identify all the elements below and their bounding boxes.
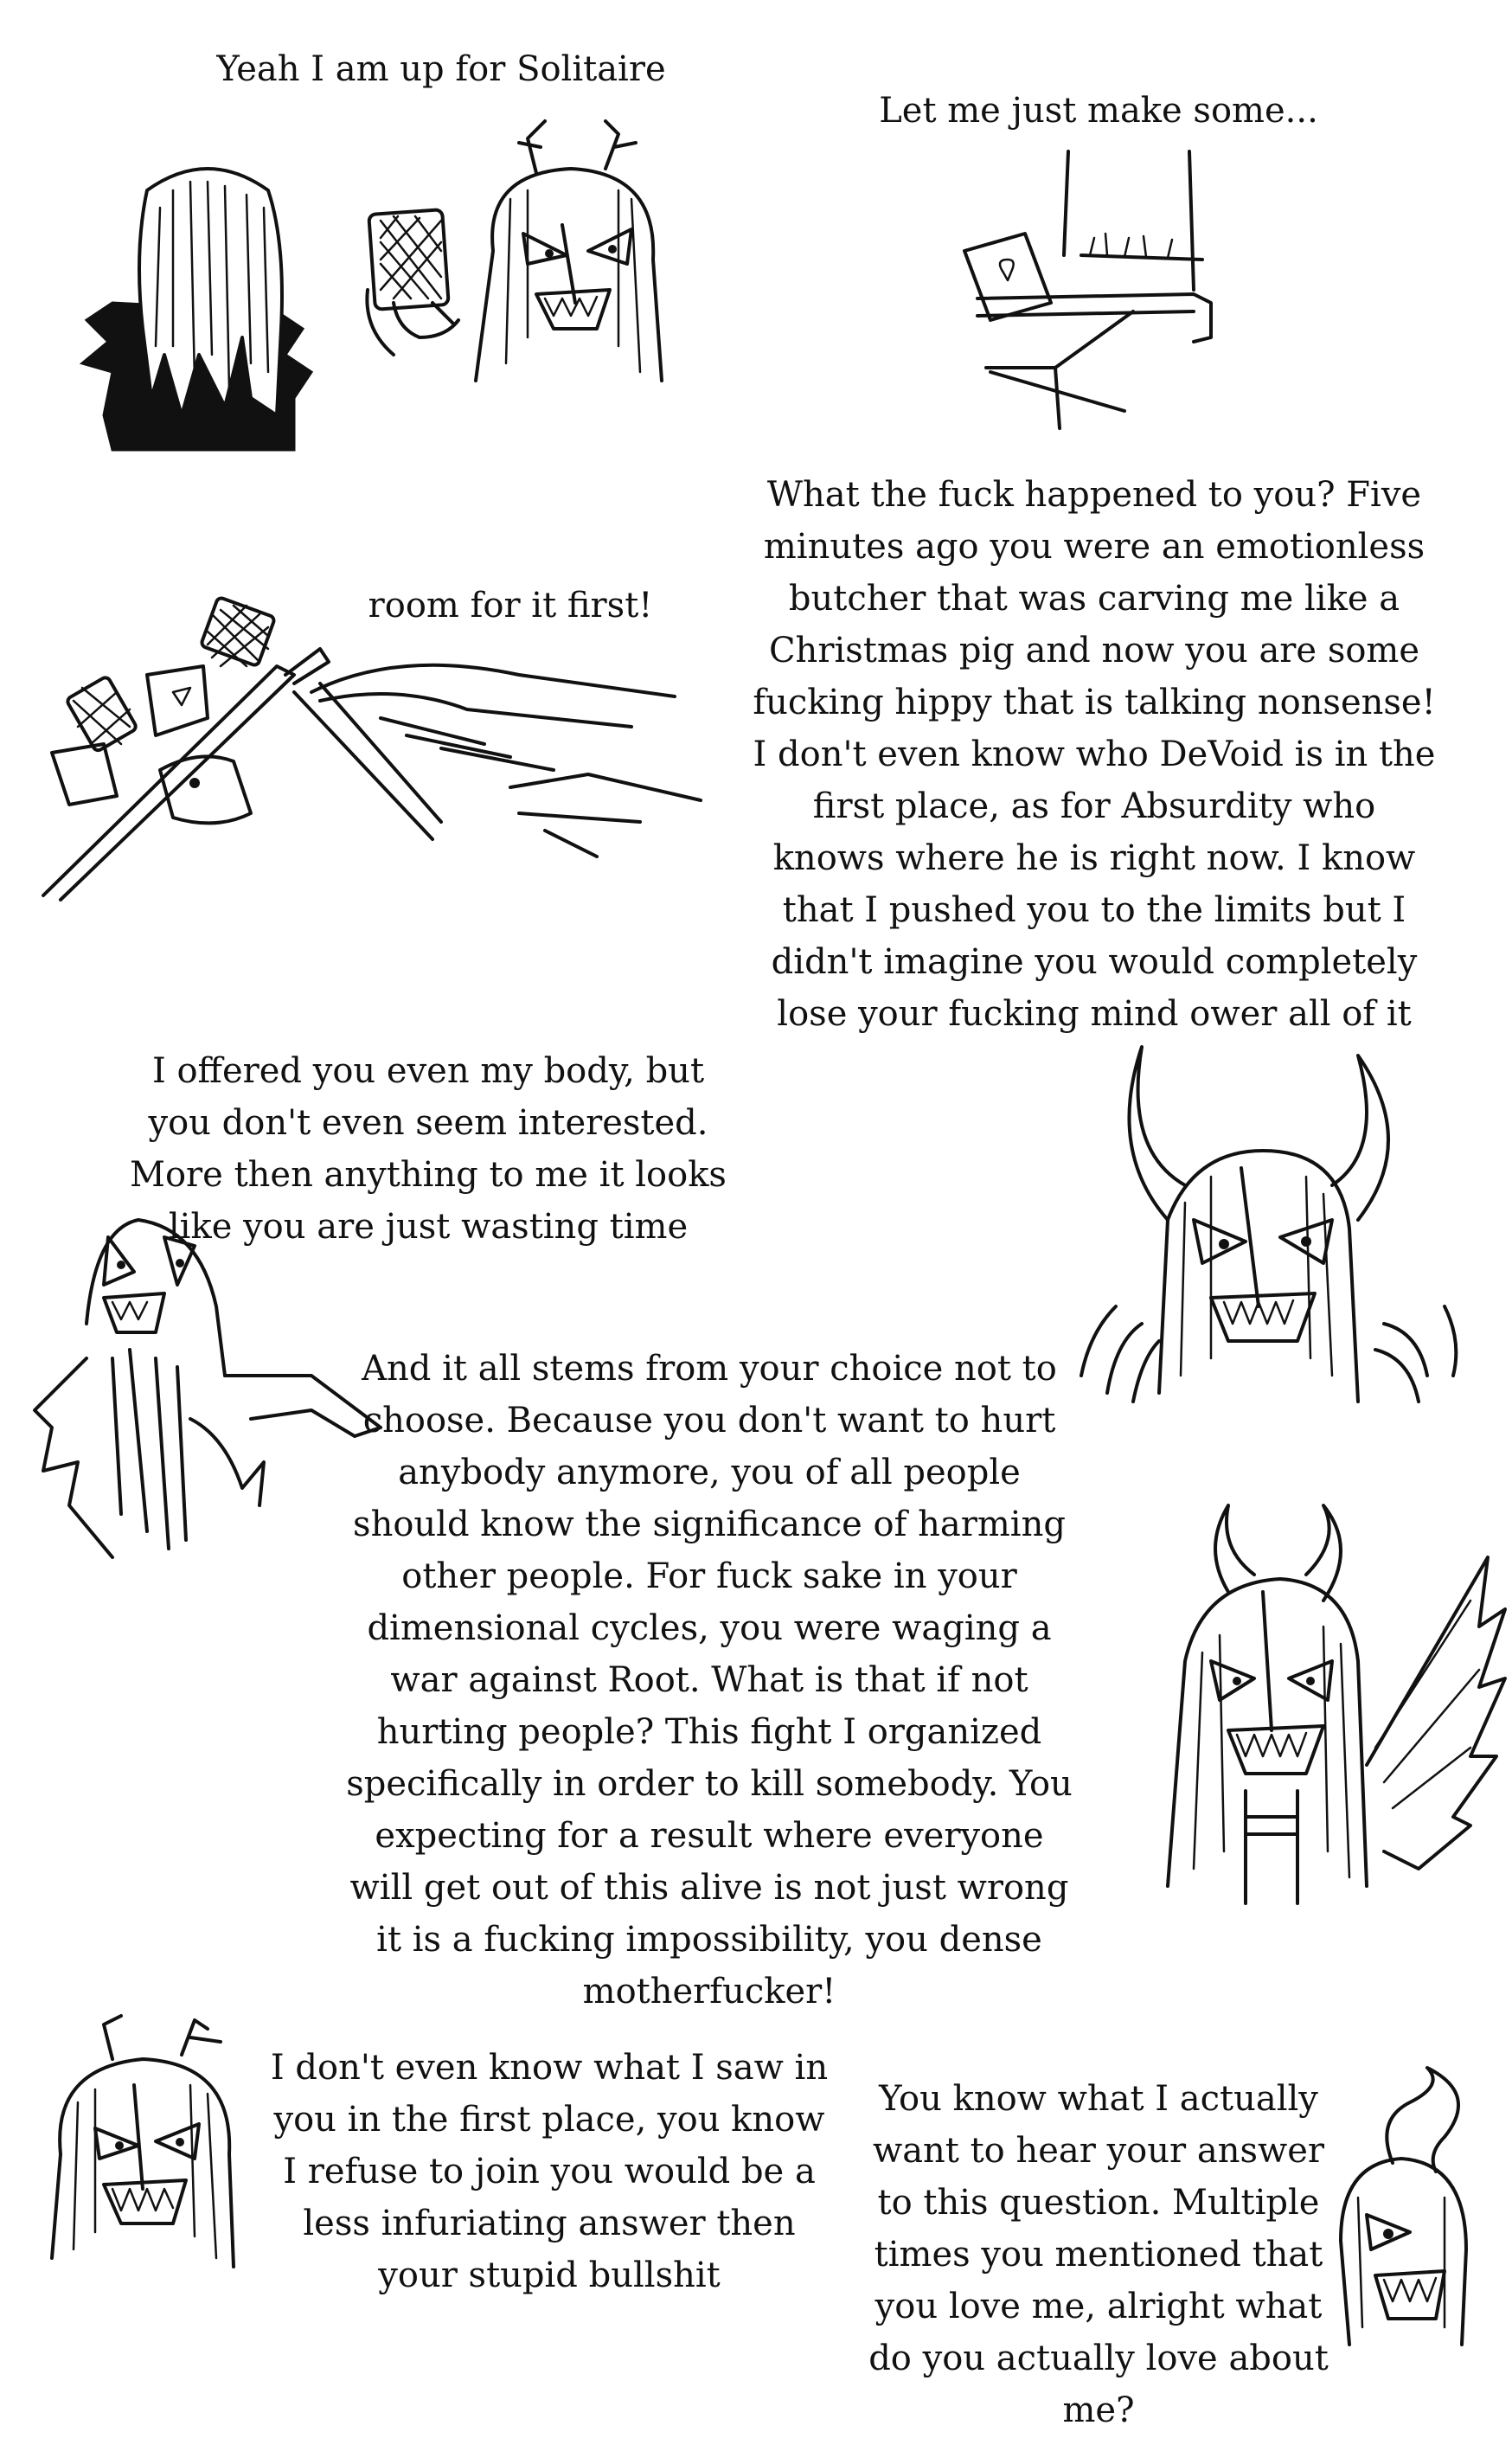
speech-what-i-saw: I don't even know what I saw in you in the first place, you know I refuse to join you would be a less infuriating answer then your stupid bullshit — [270, 2048, 829, 2295]
speech-choice-not-to-choose: And it all stems from your choice not to choose. Because you don't want to hurt anybody anymore, you of all people should know the significance of harming other people. For fuck sake in your dimensional cycles, you were waging a war against Root. What is that if not hurting people? This fight I organized specifically in order to kill somebody. You expecting for a result where everyone will get out of this alive is not just wrong it is a fucking impossibility, you dense motherfucker! — [346, 1349, 1073, 2012]
card-in-hand-drawing — [359, 208, 471, 363]
cloaked-figure-drawing — [78, 156, 337, 459]
single-horn-face — [1315, 2068, 1488, 2353]
card-on-table-drawing — [951, 151, 1254, 428]
horned-face-small — [35, 2016, 251, 2275]
speech-offered-body: I offered you even my body, but you don't even seem interested. More then anything to me it looks like you are just wasting time — [130, 1051, 727, 1247]
caption-make-some: Let me just make some... — [879, 91, 1318, 131]
hooded-pointing-figure — [26, 1203, 389, 1566]
caption-room-for-it: room for it first! — [368, 586, 653, 626]
horned-clawed-figure — [1073, 1047, 1470, 1428]
caption-solitaire: Yeah I am up for Solitaire — [216, 49, 666, 89]
winged-horned-figure — [1107, 1505, 1505, 1955]
horned-face-drawing — [458, 121, 683, 398]
speech-what-happened: What the fuck happened to you? Five minutes ago you were an emotionless butcher that was carving me like a Christmas pig and now you are some fucking hippy that is talking nonsense! I don't even know who DeVoid is in the first place, as for Absurdity who knows where he is right now. I know that I pushed you to the limits but I didn't imagine you would completely lose your fucking mind ower all of it — [753, 475, 1436, 1034]
speech-love-question: You know what I actually want to hear your answer to this question. Multiple times you mentioned that you love me, alright what do you actually love about me? — [868, 2079, 1329, 2430]
flying-cards-drawing — [35, 597, 735, 908]
